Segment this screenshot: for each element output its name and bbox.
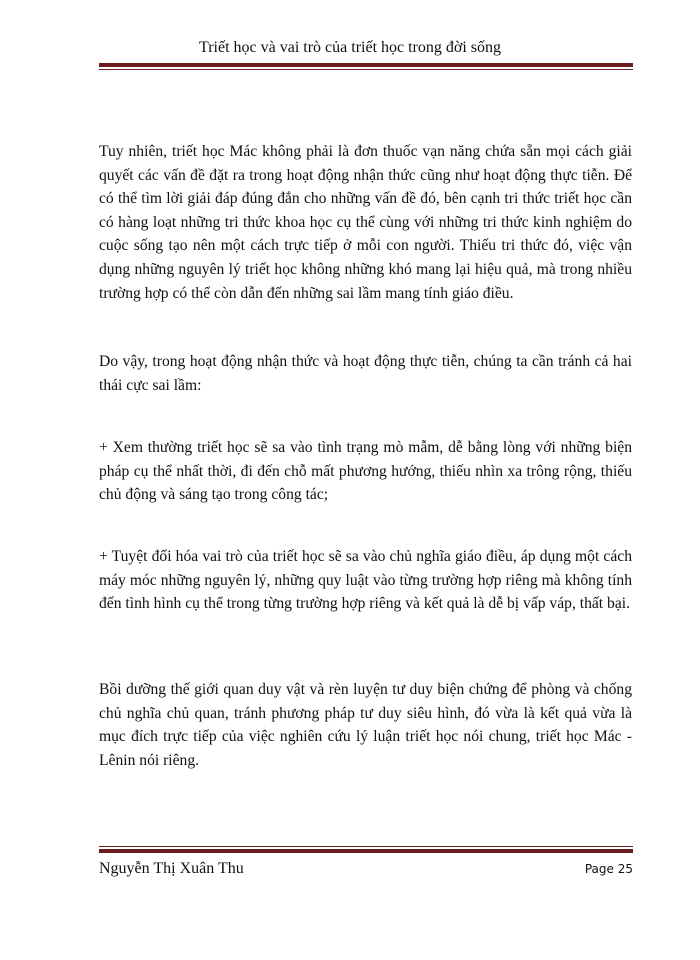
- footer-rule-thick: [99, 849, 633, 853]
- paragraph-2: Do vậy, trong hoạt động nhận thức và hoạt động thực tiễn, chúng ta cần tránh cả hai thái cực sai lầm:: [99, 353, 632, 394]
- paragraph-5: Bồi dưỡng thế giới quan duy vật và rèn luyện tư duy biện chứng để phòng và chống chủ nghĩa chủ quan, tránh phương pháp tư duy siêu hình, đó vừa là kết quả vừa là mục đích trực tiếp của việc nghiên cứu lý luận triết học nói chung, triết học Mác - Lênin nói riêng.: [99, 681, 632, 769]
- paragraph-4: + Tuyệt đối hóa vai trò của triết học sẽ sa vào chủ nghĩa giáo điều, áp dụng một cách máy móc những nguyên lý, những quy luật vào từng trường hợp riêng mà không tính đến tình hình cụ thể trong từng trường hợp riêng và kết quả là dễ bị vấp váp, thất bại.: [99, 548, 632, 613]
- paragraph-1: Tuy nhiên, triết học Mác không phải là đơn thuốc vạn năng chứa sẵn mọi cách giải quyết các vấn đề đặt ra trong hoạt động nhận thức cũng như hoạt động thực tiễn. Để có thể tìm lời giải đáp đúng đắn cho những vấn đề đó, bên cạnh tri thức triết học cần có hàng loạt những tri thức khoa học cụ thể cùng với những tri thức kinh nghiệm do cuộc sống tạo nên một cách trực tiếp ở mỗi con người. Thiếu tri thức đó, việc vận dụng những nguyên lý triết học không những khó mang lại hiệu quả, mà trong nhiều trường hợp có thể còn dẫn đến những sai lầm mang tính giáo điều.: [99, 143, 632, 302]
- header-rule-thick: [99, 63, 633, 67]
- header-title: Triết học và vai trò của triết học trong đời sống: [198, 39, 502, 56]
- footer-author: Nguyễn Thị Xuân Thu: [99, 860, 244, 877]
- paragraph-3: + Xem thường triết học sẽ sa vào tình trạng mò mẫm, dễ bằng lòng với những biện pháp cụ thể nhất thời, đi đến chỗ mất phương hướng, thiếu nhìn xa trông rộng, thiếu chủ động và sáng tạo trong công tác;: [99, 439, 632, 504]
- footer-rule-thin: [99, 846, 633, 847]
- page-number: Page 25: [584, 862, 633, 876]
- header-rule-thin: [99, 69, 633, 70]
